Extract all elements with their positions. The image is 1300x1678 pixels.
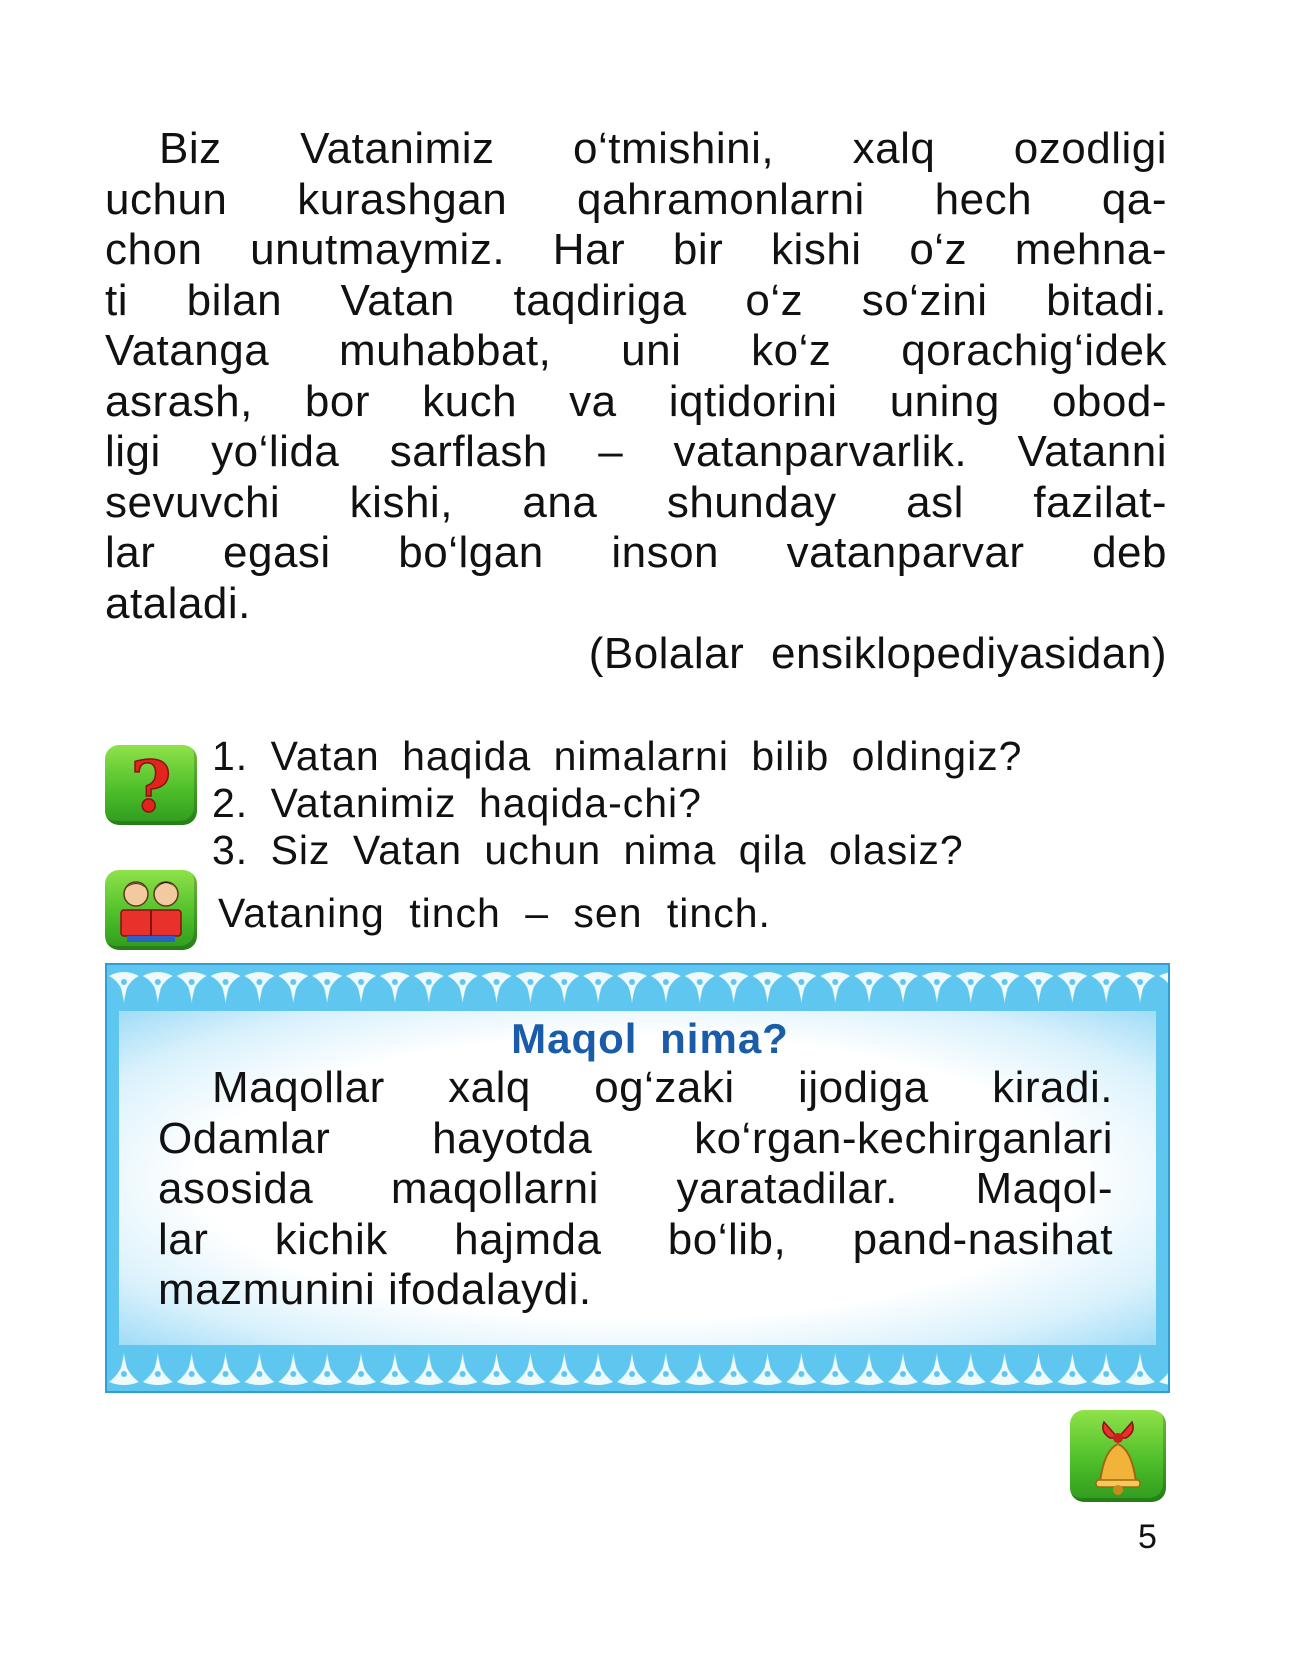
text-line: ligi yo‘lida sarflash – vatanparvarlik. Vatanni [105, 427, 1167, 476]
text-line: Vatanga muhabbat, uni ko‘z qorachig‘idek [105, 326, 1167, 375]
text-line: mazmunini ifodalaydi. [158, 1265, 592, 1314]
source-citation: (Bolalar ensiklopediyasidan) [588, 629, 1167, 678]
children-reading-icon [105, 870, 197, 950]
questions-list [212, 733, 1022, 874]
text-line: Maqollar xalq og‘zaki ijodiga kiradi. [212, 1063, 1113, 1112]
question-item: 1. Vatan haqida nimalarni bilib oldingiz? [212, 733, 1023, 779]
text-line: chon unutmaymiz. Har bir kishi o‘z mehna- [105, 225, 1167, 274]
text-line: lar egasi bo‘lgan inson vatanparvar deb [105, 528, 1167, 577]
text-line: sevuvchi kishi, ana shunday asl fazilat- [105, 477, 1167, 527]
proverb-text: Vataning tinch – sen tinch. [218, 890, 771, 936]
info-box-title: Maqol nima? [511, 1015, 789, 1062]
svg-text:?: ? [130, 745, 172, 825]
text-line: ataladi. [105, 578, 251, 628]
text-line: lar kichik hajmda bo‘lib, pand-nasihat [158, 1214, 1113, 1264]
question-item: 3. Siz Vatan uchun nima qila olasiz? [212, 827, 964, 873]
text-line: Odamlar hayotda ko‘rgan-kechirganlari [158, 1113, 1113, 1163]
text-line: ti bilan Vatan taqdiriga o‘z so‘zini bitadi. [105, 275, 1167, 325]
text-line: asrash, bor kuch va iqtidorini uning obod- [105, 376, 1167, 426]
ornament-border-top-icon [107, 968, 1168, 1008]
main-paragraph [105, 124, 1167, 680]
text-line: uchun kurashgan qahramonlarni hech qa- [105, 174, 1167, 224]
question-mark-icon [105, 745, 197, 825]
ornament-border-bottom-icon [107, 1348, 1168, 1388]
text-line: asosida maqollarni yaratadilar. Maqol- [158, 1164, 1113, 1213]
page-number: 5 [1138, 1518, 1157, 1556]
text-line: Biz Vatanimiz o‘tmishini, xalq ozodligi [159, 124, 1167, 173]
info-box-text [158, 1063, 1113, 1316]
question-item: 2. Vatanimiz haqida-chi? [212, 780, 702, 826]
bell-icon [1070, 1410, 1166, 1502]
